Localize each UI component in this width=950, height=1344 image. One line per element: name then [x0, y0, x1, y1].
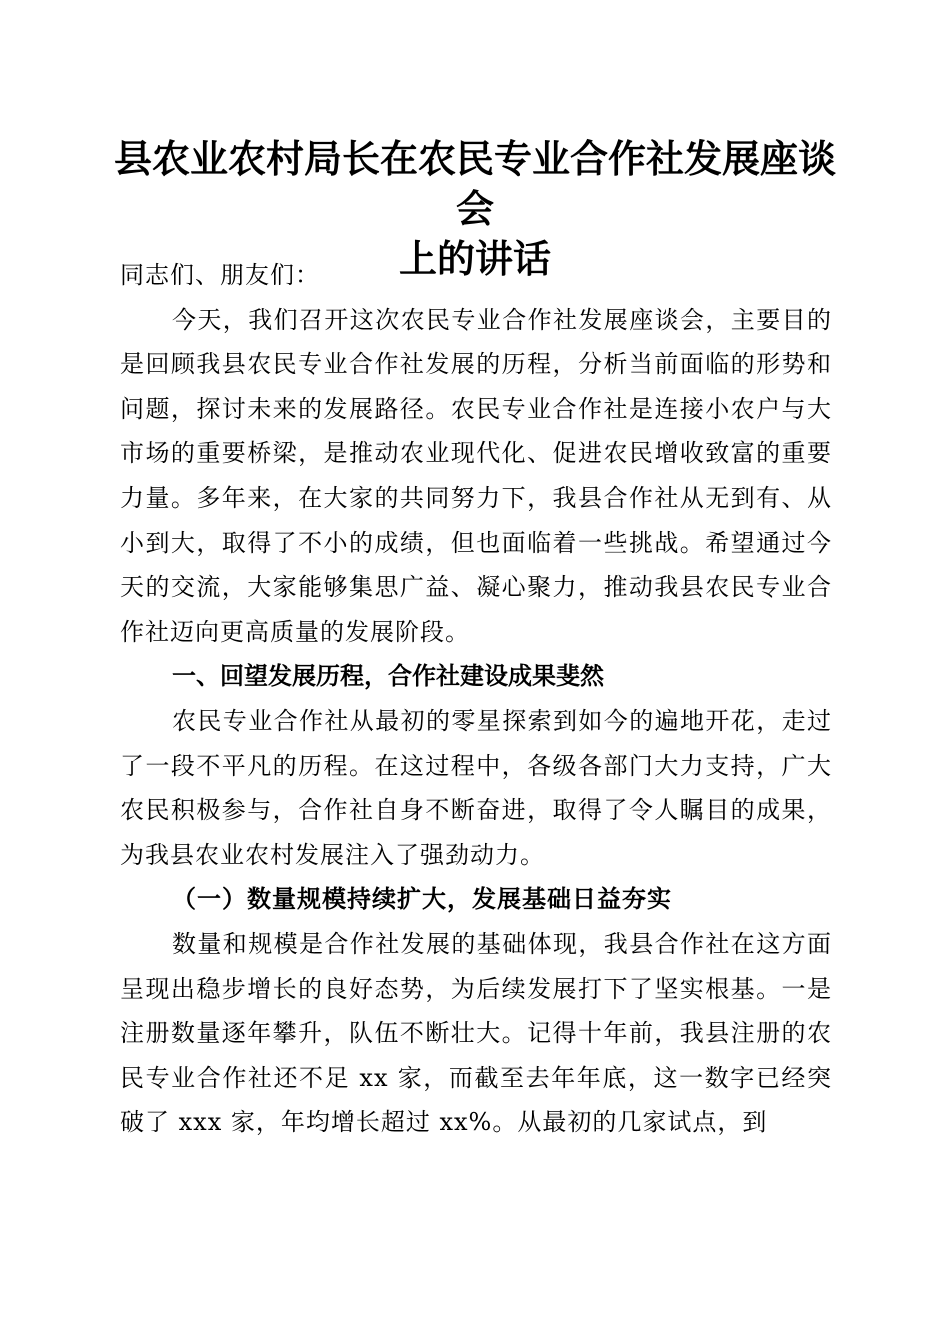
greeting: 同志们、朋友们：	[120, 261, 320, 289]
paragraph-scale: 数量和规模是合作社发展的基础体现，我县合作社在这方面呈现出稳步增长的良好态势，为后续发展打下了坚实根基。一是注册数量逐年攀升，队伍不断壮大。记得十年前，我县注册的农民专业合作社还不足 xx 家，而截至去年年底，这一数字已经突破了 xxx 家，年均增长超过 xx%。从最初的几家试点，到	[120, 929, 832, 1137]
title-line-1: 县农业农村局长在农民专业合作社发展座谈会	[113, 136, 836, 231]
paragraph-history: 农民专业合作社从最初的零星探索到如今的遍地开花，走过了一段不平凡的历程。在这过程中，各级各部门大力支持，广大农民积极参与，合作社自身不断奋进，取得了令人瞩目的成果，为我县农业农村发展注入了强劲动力。	[120, 706, 832, 869]
document-body	[120, 253, 832, 1145]
paragraph-intro: 今天，我们召开这次农民专业合作社发展座谈会，主要目的是回顾我县农民专业合作社发展的历程，分析当前面临的形势和问题，探讨未来的发展路径。农民专业合作社是连接小农户与大市场的重要桥梁，是推动农业现代化、促进农民增收致富的重要力量。多年来，在大家的共同努力下，我县合作社从无到有、从小到大，取得了不小的成绩，但也面临着一些挑战。希望通过今天的交流，大家能够集思广益、凝心聚力，推动我县农民专业合作社迈向更高质量的发展阶段。	[120, 305, 832, 646]
subsection-heading-1: （一）数量规模持续扩大，发展基础日益夯实	[172, 884, 672, 914]
title-line-2: 上的讲话	[398, 236, 551, 281]
section-heading-1: 一、回望发展历程，合作社建设成果斐然	[172, 662, 604, 691]
